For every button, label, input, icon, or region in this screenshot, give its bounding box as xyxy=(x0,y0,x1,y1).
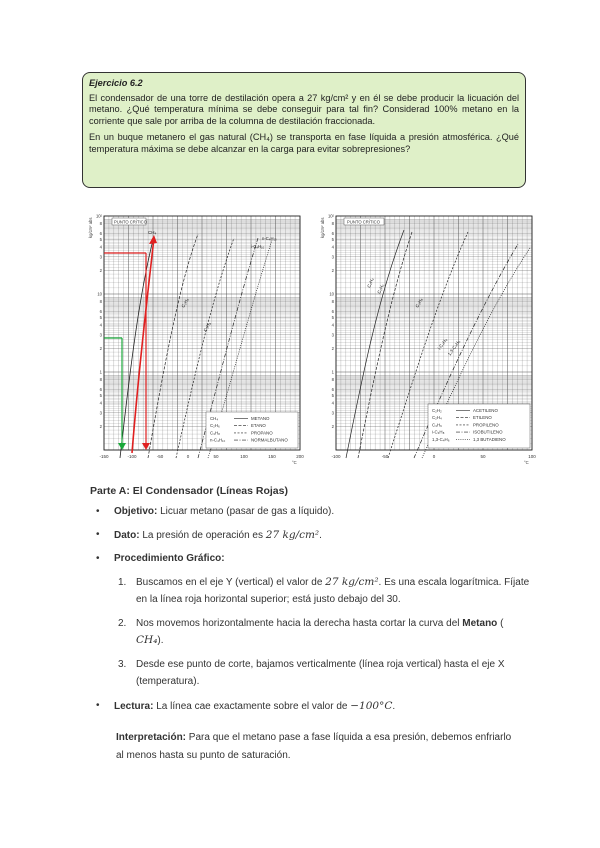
step-1-text-a: Buscamos en el eje Y (vertical) el valor de xyxy=(136,577,323,588)
y-axis-unit: kg/cm² abs xyxy=(88,217,93,238)
step-2-number: 2. xyxy=(118,618,127,629)
lectura-text: La línea cae exactamente sobre el valor de xyxy=(156,701,348,712)
objetivo-item xyxy=(90,505,530,519)
step-1-text-b: . Es una escala logarítmica. Fíjate en la línea roja horizontal superior; está justo debajo del 30. xyxy=(136,577,530,605)
lectura-math: −100°C xyxy=(350,700,393,712)
legend-name: ACETILENO xyxy=(473,408,498,413)
y-tick-label: 3 xyxy=(331,332,334,338)
vapor-pressure-chart-olefins xyxy=(318,208,540,466)
x-tick-label: 0 xyxy=(432,454,436,459)
curve-label-ch4: CH₄ xyxy=(148,230,157,235)
y-tick-label: 10 xyxy=(329,291,334,297)
curve-label-c2h6: C₂H₆ xyxy=(180,297,190,309)
curve-label-nc4h10: n-C₄H₁₀ xyxy=(262,236,277,241)
y-tick-label: 10 xyxy=(97,291,102,297)
y-tick-label: 5 xyxy=(99,314,102,320)
exercise-title: Ejercicio 6.2 xyxy=(89,78,143,88)
procedure-steps xyxy=(114,574,530,690)
legend-name: ETANO xyxy=(251,423,266,429)
lectura-end: . xyxy=(392,701,396,712)
curve-label-c3h6: C₃H₆ xyxy=(414,297,424,309)
y-tick-label: 6 xyxy=(99,230,102,236)
x-tick-label: -100 xyxy=(127,454,137,459)
y-tick-label: 8 xyxy=(331,299,334,305)
y-tick-label: 6 xyxy=(99,308,102,314)
x-tick-label: 0 xyxy=(186,454,190,459)
step-1-number: 1. xyxy=(118,577,127,588)
y-tick-label: 6 xyxy=(331,308,334,314)
legend-formula: CH₄ xyxy=(210,416,219,421)
y-tick-label: 4 xyxy=(99,244,102,250)
punto-critico-label: PUNTO CRÍTICO xyxy=(114,219,147,225)
x-tick-label: -100 xyxy=(331,454,341,459)
x-tick-label: -50 xyxy=(156,454,164,459)
y-tick-label: 4 xyxy=(331,244,334,250)
legend-name: METANO xyxy=(251,416,270,421)
x-tick-label: 50 xyxy=(480,454,486,459)
x-axis-unit-right: °C xyxy=(524,460,529,465)
dato-math: 27 kg/cm² xyxy=(265,529,320,541)
curve-label-ic4h10: i-C₄H₁₀ xyxy=(251,244,265,249)
step-1 xyxy=(114,574,530,608)
exercise-paragraph-1: El condensador de una torre de destilación opera a 27 kg/cm² y en él se debe producir la licuación del metano. ¿Qué temperatura mínima se debe conseguir para tal fin? Considerad 100% metano en la corriente que sale por arriba de la columna de destilación fraccionada. xyxy=(89,92,519,126)
x-tick-label: 200 xyxy=(296,454,304,459)
vapor-pressure-chart-alkanes xyxy=(86,208,308,466)
y-tick-label: 6 xyxy=(99,386,102,392)
y-tick-label: 3 xyxy=(99,410,102,416)
y-tick-label: 2 xyxy=(331,268,334,274)
legend-formula: C₃H₆ xyxy=(432,422,442,428)
step-3-number: 3. xyxy=(118,659,127,670)
y-tick-label: 8 xyxy=(99,299,102,305)
objetivo-text: Licuar metano (pasar de gas a líquido). xyxy=(160,506,335,517)
x-tick-label: -50 xyxy=(381,454,389,459)
procedimiento-label: Procedimiento Gráfico: xyxy=(114,553,225,564)
y-tick-label: 8 xyxy=(331,221,334,227)
dato-label: Dato: xyxy=(114,530,140,541)
x-tick-label: 50 xyxy=(213,454,219,459)
exercise-box xyxy=(82,72,526,188)
y-tick-label: 8 xyxy=(331,377,334,383)
y-tick-label: 2 xyxy=(331,346,334,352)
step-2-text-a: Nos movemos horizontalmente hacia la derecha hasta cortar la curva del xyxy=(136,618,460,629)
y-tick-label: 8 xyxy=(99,377,102,383)
interpretation-text: Para que el metano pase a fase líquida a esa presión, debemos enfriarlo al menos hasta su punto de saturación. xyxy=(116,732,512,761)
curve-label-c2h4: C₂H₄ xyxy=(366,277,375,289)
y-tick-label: 4 xyxy=(99,400,102,406)
legend-name: ISOBUTILENO xyxy=(473,429,503,435)
y-tick-label: 3 xyxy=(99,254,102,260)
y-tick-label: 4 xyxy=(331,400,334,406)
x-tick-label: -150 xyxy=(99,454,109,459)
x-tick-label: 150 xyxy=(268,454,276,459)
y-tick-label: 2 xyxy=(99,268,102,274)
y-tick-label: 2 xyxy=(99,346,102,352)
lectura-label: Lectura: xyxy=(114,701,154,712)
legend-name: PROPANO xyxy=(251,430,273,436)
legend-formula: i-C₄H₈ xyxy=(432,429,445,435)
y-tick-label: 10² xyxy=(95,213,102,219)
legend-formula: 1,3-C₄H₆ xyxy=(432,436,450,442)
y-tick-label: 6 xyxy=(331,386,334,392)
legend-formula: n-C₄H₁₀ xyxy=(210,437,226,443)
dato-item: • Dato: La presión de operación es 27 kg/cm². xyxy=(90,528,530,543)
y-tick-label: 3 xyxy=(331,410,334,416)
step-1-math: 27 kg/cm² xyxy=(325,576,379,588)
y-tick-label: 4 xyxy=(331,322,334,328)
y-tick-label: 8 xyxy=(99,221,102,227)
step-2-text-c: ). xyxy=(157,635,164,646)
step-2-bold: Metano xyxy=(462,618,498,629)
y-tick-label: 5 xyxy=(331,314,334,320)
curve-label-butadiene: 1,3-C₄H₆ xyxy=(446,339,462,357)
lectura-item xyxy=(90,699,530,714)
step-2-text-b: ( xyxy=(500,618,504,629)
y-tick-label: 10² xyxy=(327,213,334,219)
curve-label-c3h8: C₃H₈ xyxy=(202,321,212,333)
step-2-math: CH₄ xyxy=(136,634,158,646)
y-tick-label: 5 xyxy=(331,392,334,398)
y-tick-label: 2 xyxy=(331,424,334,430)
legend-name: 1,3 BUTADIENO xyxy=(473,436,506,442)
y-tick-label: 5 xyxy=(99,236,102,242)
exercise-paragraph-2: En un buque metanero el gas natural (CH₄) se transporta en fase líquida a presión atmosférica. ¿Qué temperatura máxima se debe alcanzar en la carga para evitar sobrepresiones? xyxy=(89,132,519,154)
interpretation-label: Interpretación: xyxy=(116,732,187,743)
x-tick-label: 100 xyxy=(240,454,248,459)
x-tick-label: 100 xyxy=(528,454,536,459)
step-3-text: Desde ese punto de corte, bajamos verticalmente (línea roja vertical) hasta el eje X (temperatura). xyxy=(136,659,505,687)
legend-name: NORMALBUTANO xyxy=(251,437,288,443)
legend-formula: C₂H₄ xyxy=(432,415,442,421)
y-tick-label: 5 xyxy=(331,236,334,242)
legend-name: PROPILENO xyxy=(473,422,499,428)
y-tick-label: 1 xyxy=(99,369,102,375)
y-tick-label: 5 xyxy=(99,392,102,398)
part-a-title: Parte A: El Condensador (Líneas Rojas) xyxy=(90,485,288,497)
y-tick-label: 6 xyxy=(331,230,334,236)
step-3 xyxy=(114,656,530,690)
y-tick-label: 3 xyxy=(99,332,102,338)
procedimiento-item xyxy=(90,552,530,690)
curve-label-ic4h8: i-C₄H₈ xyxy=(436,337,449,351)
objetivo-label: Objetivo: xyxy=(114,506,158,517)
y-tick-label: 1 xyxy=(331,369,334,375)
legend-name: ETILENO xyxy=(473,415,492,421)
interpretation xyxy=(116,729,516,765)
legend-formula: C₂H₂ xyxy=(432,408,442,413)
curve-label-c2h2: C₂H₂ xyxy=(376,283,385,295)
legend-formula: C₃H₈ xyxy=(210,430,220,436)
legend-formula: C₂H₆ xyxy=(210,423,220,429)
y-tick-label: 2 xyxy=(99,424,102,430)
punto-critico-label-right: PUNTO CRÍTICO xyxy=(347,219,380,225)
step-2 xyxy=(114,615,530,649)
dato-text: La presión de operación es xyxy=(142,530,263,541)
part-a-list xyxy=(90,505,530,723)
y-axis-unit-right: kg/cm² abs xyxy=(320,217,325,238)
x-axis-unit: °C xyxy=(292,460,297,465)
y-tick-label: 4 xyxy=(99,322,102,328)
y-tick-label: 3 xyxy=(331,254,334,260)
